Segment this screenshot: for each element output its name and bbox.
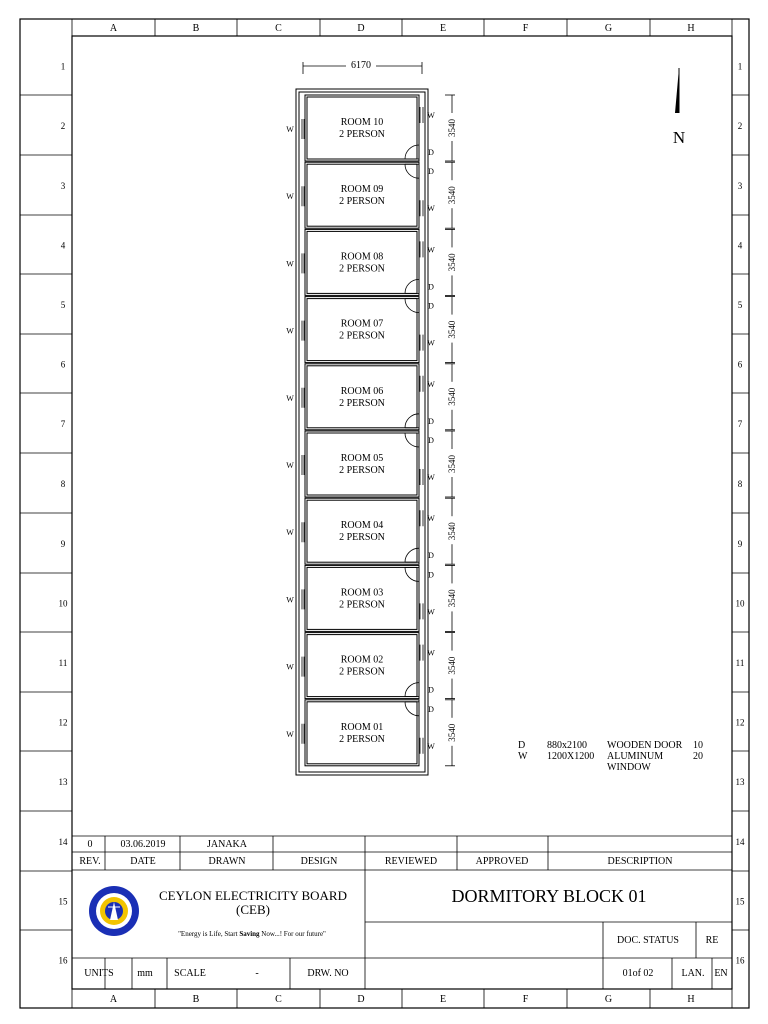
grid-column-label-top: G xyxy=(604,23,613,34)
inner-frame xyxy=(72,36,732,989)
legend-size-window: 1200X1200 xyxy=(547,751,595,762)
grid-column-label-bottom: A xyxy=(109,994,118,1005)
org-abbrev: (CEB) xyxy=(236,902,270,917)
window-mark: W xyxy=(286,259,294,269)
grid-row-label-left: 16 xyxy=(58,955,68,966)
grid-column-label-bottom: C xyxy=(275,994,282,1005)
room-name: ROOM 10 xyxy=(340,117,384,128)
room-name: ROOM 02 xyxy=(340,654,384,666)
legend-desc-door: WOODEN DOOR xyxy=(607,740,683,751)
grid-row-label-left: 9 xyxy=(60,539,66,549)
door-mark: D xyxy=(428,148,434,157)
rev-header: REV. xyxy=(79,856,101,867)
room-capacity: 2 PERSON xyxy=(339,599,385,611)
window-mark: W xyxy=(286,125,294,134)
grid-row-label-left: 8 xyxy=(60,479,66,489)
room-capacity: 2 PERSON xyxy=(339,196,385,208)
room-capacity: 2 PERSON xyxy=(339,666,385,678)
room xyxy=(286,95,458,161)
room-name: ROOM 01 xyxy=(340,721,384,733)
room xyxy=(286,700,458,766)
drw-no-label: DRW. NO xyxy=(307,968,349,979)
grid-column-label-bottom: F xyxy=(522,994,529,1005)
org-name: CEYLON ELECTRICITY BOARD xyxy=(158,888,348,903)
window-mark: W xyxy=(427,607,435,617)
grid-column-label-top: E xyxy=(439,23,447,34)
grid-column-label-bottom: D xyxy=(357,994,365,1005)
grid-row-label-right: 15 xyxy=(735,896,745,907)
reviewed-header: REVIEWED xyxy=(384,856,438,867)
room xyxy=(286,431,458,497)
grid-row-label-left: 2 xyxy=(60,121,66,131)
door-mark: D xyxy=(428,436,434,445)
window-mark: W xyxy=(427,379,435,389)
window-mark: W xyxy=(286,595,294,605)
grid-row-label-right: 7 xyxy=(737,419,743,429)
legend-size-door: 880x2100 xyxy=(547,740,587,751)
window-mark: W xyxy=(427,648,435,658)
room-name: ROOM 07 xyxy=(340,318,384,330)
grid-row-label-left: 4 xyxy=(60,240,66,251)
room-capacity: 2 PERSON xyxy=(339,465,385,476)
doc-status-value: RE xyxy=(705,935,719,946)
room xyxy=(286,565,458,631)
design-header: DESIGN xyxy=(300,856,338,867)
door-mark: D xyxy=(428,551,434,561)
language-label: LAN. xyxy=(681,968,705,979)
window-mark: W xyxy=(286,192,294,202)
approved-header: APPROVED xyxy=(475,856,529,867)
room-dimension-label: 3540 xyxy=(447,387,457,406)
door-mark: D xyxy=(428,301,434,311)
room xyxy=(286,297,458,363)
grid-row-label-right: 2 xyxy=(737,121,743,131)
grid-row-label-left: 6 xyxy=(60,359,66,370)
drawn-value: JANAKA xyxy=(207,839,247,850)
grid-row-label-right: 16 xyxy=(735,955,745,966)
grid-row-label-left: 12 xyxy=(58,717,68,728)
grid-row-label-right: 10 xyxy=(735,598,745,609)
grid-row-label-right: 13 xyxy=(735,777,745,787)
room-capacity: 2 PERSON xyxy=(339,129,385,140)
grid-column-label-top: C xyxy=(275,23,282,34)
grid-column-label-bottom: E xyxy=(439,994,447,1005)
slogan: "Energy is Life, Start Saving Now...! For our future" xyxy=(178,930,326,938)
room-dimension-label: 3540 xyxy=(447,656,457,675)
window-mark: W xyxy=(286,461,294,470)
room xyxy=(286,229,458,295)
room-dimension-label: 3540 xyxy=(447,522,457,541)
room-dimension-label: 3540 xyxy=(447,723,457,742)
grid-column-label-top: F xyxy=(522,23,529,34)
grid-row-label-left: 5 xyxy=(60,300,66,310)
grid-row-label-right: 14 xyxy=(735,837,745,847)
door-mark: D xyxy=(428,685,434,695)
grid-row-label-right: 1 xyxy=(737,61,743,72)
room xyxy=(286,162,458,228)
grid-row-label-right: 9 xyxy=(737,539,743,549)
rev-value: 0 xyxy=(87,839,93,850)
doc-status-label: DOC. STATUS xyxy=(617,935,679,946)
room-name: ROOM 06 xyxy=(340,385,384,397)
door-mark: D xyxy=(428,570,434,580)
room-name: ROOM 05 xyxy=(340,453,384,464)
legend-mark-window: W xyxy=(518,751,528,762)
room xyxy=(286,633,458,699)
grid-row-label-left: 14 xyxy=(58,837,68,847)
legend-desc2-window: WINDOW xyxy=(607,762,651,773)
window-mark: W xyxy=(286,393,294,403)
legend-qty-window: 20 xyxy=(693,751,703,762)
room-capacity: 2 PERSON xyxy=(339,532,385,544)
legend xyxy=(518,740,703,773)
room-dimension-label: 3540 xyxy=(447,455,457,473)
grid-row-label-left: 15 xyxy=(58,896,68,907)
grid-row-label-left: 10 xyxy=(58,598,68,609)
grid-row-label-right: 11 xyxy=(735,658,745,668)
room-capacity: 2 PERSON xyxy=(339,733,385,745)
scale-label: SCALE xyxy=(174,968,206,979)
window-mark: W xyxy=(427,111,435,120)
room-dimension-label: 3540 xyxy=(447,186,457,205)
grid-column-label-bottom: H xyxy=(687,994,695,1005)
revision-table xyxy=(72,836,732,870)
grid-row-label-right: 8 xyxy=(737,479,743,489)
north-arrow-icon xyxy=(675,68,679,113)
grid-row-label-right: 12 xyxy=(735,717,745,728)
ceb-logo-icon xyxy=(89,886,139,936)
date-header: DATE xyxy=(130,856,156,867)
window-mark: W xyxy=(286,326,294,336)
door-mark: D xyxy=(428,704,434,714)
room-name: ROOM 03 xyxy=(340,587,384,599)
grid-row-label-left: 3 xyxy=(60,181,66,191)
drawing-title: DORMITORY BLOCK 01 xyxy=(451,886,647,906)
sheet-number: 01of 02 xyxy=(622,968,654,979)
grid-row-label-right: 6 xyxy=(737,359,743,370)
window-mark: W xyxy=(427,473,435,482)
grid-column-label-top: D xyxy=(357,23,365,34)
grid-column-label-bottom: G xyxy=(604,994,613,1005)
room-name: ROOM 08 xyxy=(340,251,384,263)
units-value: mm xyxy=(137,968,153,979)
room-dimension-label: 3540 xyxy=(447,253,457,272)
drawn-header: DRAWN xyxy=(208,856,246,867)
grid-row-label-right: 5 xyxy=(737,300,743,310)
north-label: N xyxy=(672,128,686,147)
grid-row-label-right: 4 xyxy=(737,240,743,251)
door-mark: D xyxy=(428,282,434,292)
width-dimension xyxy=(303,59,422,74)
grid-row-label-left: 7 xyxy=(60,419,66,429)
title-block xyxy=(72,870,732,989)
grid-row-label-left: 11 xyxy=(58,658,68,668)
room-dimension-label: 3540 xyxy=(447,589,457,608)
door-mark: D xyxy=(428,167,434,177)
room xyxy=(286,498,458,564)
room xyxy=(286,364,458,430)
room-dimension-label: 3540 xyxy=(447,119,457,137)
window-mark: W xyxy=(427,741,435,751)
window-mark: W xyxy=(427,338,435,348)
window-mark: W xyxy=(286,729,294,739)
room-name: ROOM 09 xyxy=(340,184,384,196)
grid-row-label-left: 13 xyxy=(58,777,68,787)
description-header: DESCRIPTION xyxy=(607,856,673,867)
room-capacity: 2 PERSON xyxy=(339,397,385,409)
width-dimension-label: 6170 xyxy=(351,60,371,71)
window-mark: W xyxy=(427,514,435,524)
room-dimension-label: 3540 xyxy=(447,320,457,339)
grid-column-label-top: A xyxy=(109,23,118,34)
window-mark: W xyxy=(427,204,435,214)
grid-column-label-top: H xyxy=(687,23,695,34)
door-mark: D xyxy=(428,416,434,426)
grid-column-label-top: B xyxy=(192,23,200,34)
grid-row-label-right: 3 xyxy=(737,181,743,191)
legend-qty-door: 10 xyxy=(693,740,703,751)
window-mark: W xyxy=(286,528,294,538)
room-name: ROOM 04 xyxy=(340,520,384,532)
room-capacity: 2 PERSON xyxy=(339,263,385,275)
grid-row-label-left: 1 xyxy=(60,61,66,72)
window-mark: W xyxy=(286,662,294,672)
language-value: EN xyxy=(714,968,728,979)
window-mark: W xyxy=(427,245,435,255)
grid-column-label-bottom: B xyxy=(192,994,200,1005)
scale-value: - xyxy=(255,968,259,979)
legend-desc-window: ALUMINUM xyxy=(607,751,664,762)
date-value: 03.06.2019 xyxy=(120,839,166,850)
legend-mark-door: D xyxy=(518,740,526,751)
units-label: UNITS xyxy=(84,968,114,979)
room-capacity: 2 PERSON xyxy=(339,330,385,342)
